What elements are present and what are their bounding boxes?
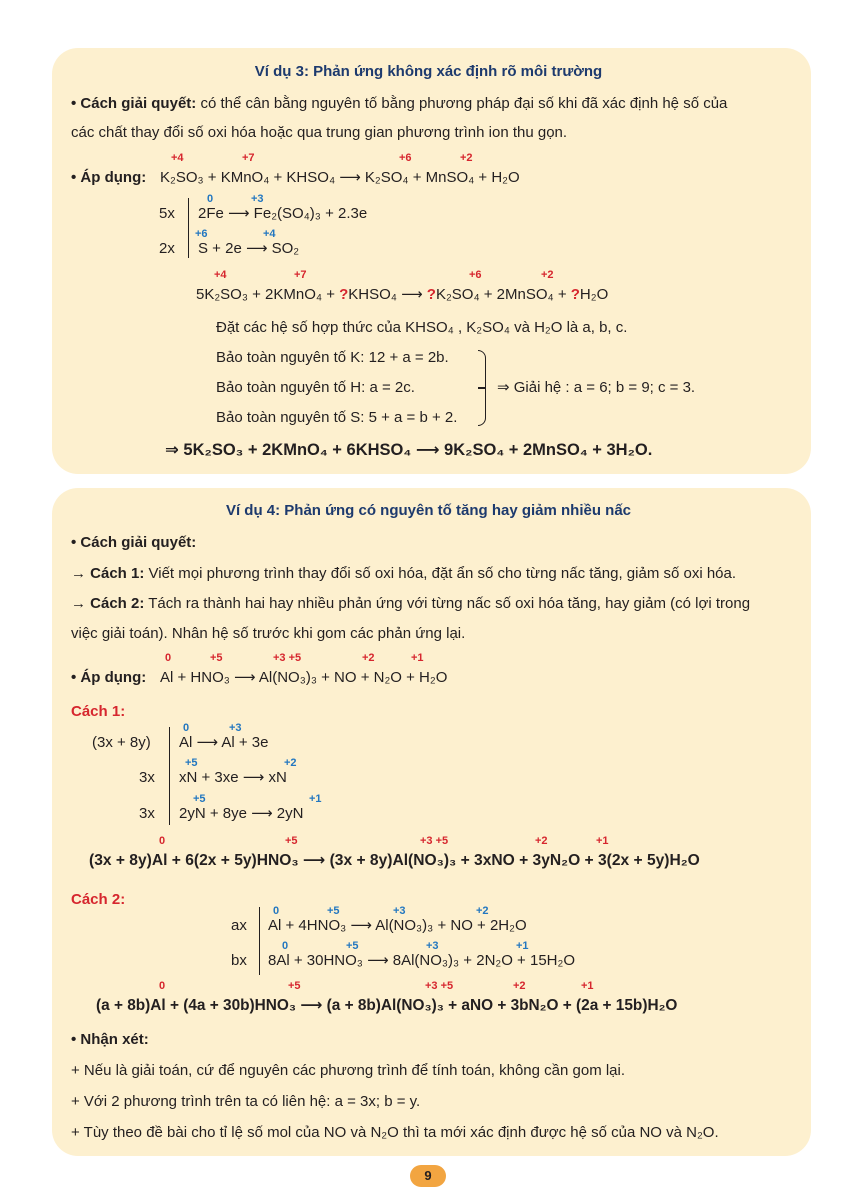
ox-number: +5	[346, 940, 359, 952]
half-reaction: Al + 4HNO₃ ⟶ Al(NO₃)₃ + NO + 2H₂O	[268, 917, 527, 934]
ox-number: +5	[285, 835, 298, 847]
half-reaction: 2yN + 8ye ⟶ 2yN	[179, 805, 304, 822]
half-coef: 2x	[159, 240, 175, 257]
way-2-final-equation: (a + 8b)Al + (4a + 30b)HNO₃ ⟶ (a + 8b)Al(NO₃)₃ + aNO + 3bN₂O + (2a + 15b)H₂O	[96, 997, 678, 1014]
way-1: → Cách 1: Viết mọi phương trình thay đổi số oxi hóa, đặt ẩn số cho từng nấc tăng, giảm số oxi hóa.	[71, 565, 737, 582]
ox-number: +4	[263, 228, 276, 240]
ox-number: +3	[251, 193, 264, 205]
ox-number: 0	[159, 835, 166, 847]
half-reaction: S + 2e ⟶ SO₂	[198, 240, 300, 257]
ox-number: +6	[195, 228, 208, 240]
ox-number: +3	[393, 905, 406, 917]
ox-number: +6	[399, 152, 412, 164]
brace-bottom	[478, 388, 486, 426]
half-coef: bx	[231, 952, 247, 969]
ox-number: 0	[183, 722, 190, 734]
system-solution: ⇒ Giải hệ : a = 6; b = 9; c = 3.	[497, 379, 696, 396]
balance-s: Bảo toàn nguyên tố S: 5 + a = b + 2.	[216, 409, 458, 426]
ox-number: +2	[460, 152, 473, 164]
way-2: → Cách 2: Tách ra thành hai hay nhiều phản ứng với từng nấc số oxi hóa tăng, hay giảm (có lợi trong	[71, 595, 751, 612]
ox-number: +7	[294, 269, 307, 281]
ox-number: +5	[210, 652, 223, 664]
half-reaction-bar	[259, 907, 260, 975]
ox-number: 0	[207, 193, 214, 205]
ox-number: +2	[513, 980, 526, 992]
apply-equation: Al + HNO₃ ⟶ Al(NO₃)₃ + NO + N₂O + H₂O	[160, 669, 448, 686]
apply-label: • Áp dụng:	[71, 669, 147, 686]
ox-number: 0	[282, 940, 289, 952]
ox-number: 0	[165, 652, 172, 664]
ox-number: +5	[185, 757, 198, 769]
balance-k: Bảo toàn nguyên tố K: 12 + a = 2b.	[216, 349, 449, 366]
ox-number: +2	[535, 835, 548, 847]
ox-number: +5	[288, 980, 301, 992]
ox-number: +3 +5	[273, 652, 302, 664]
example-4-title: Ví dụ 4: Phản ứng có nguyên tố tăng hay giảm nhiều nấc	[225, 502, 632, 519]
ox-number: +7	[242, 152, 255, 164]
remark-1: + Nếu là giải toán, cứ để nguyên các phương trình để tính toán, không cần gom lại.	[71, 1062, 626, 1079]
ox-number: +1	[309, 793, 322, 805]
ox-number: +2	[476, 905, 489, 917]
partial-equation: 5K₂SO₃ + 2KMnO₄ + ?KHSO₄ ⟶ ?K₂SO₄ + 2MnSO₄ + ?H₂O	[196, 286, 609, 303]
apply-label: • Áp dụng:	[71, 169, 147, 186]
ox-number: +6	[469, 269, 482, 281]
half-coef: 3x	[139, 769, 155, 786]
remark-2: + Với 2 phương trình trên ta có liên hệ: a = 3x; b = y.	[71, 1093, 421, 1110]
ox-number: 0	[273, 905, 280, 917]
way-2-heading: Cách 2:	[71, 891, 126, 908]
half-coef: ax	[231, 917, 247, 934]
example-3-method-cont: các chất thay đổi số oxi hóa hoặc qua trung gian phương trình ion thu gọn.	[71, 124, 568, 141]
ox-number: +3	[229, 722, 242, 734]
example-4-box	[52, 488, 811, 1156]
method-label: • Cách giải quyết:	[71, 534, 197, 551]
ox-number: +3	[426, 940, 439, 952]
method-text: có thể cân bằng nguyên tố bằng phương pháp đại số khi đã xác định hệ số của	[196, 95, 728, 112]
half-coef: (3x + 8y)	[92, 734, 151, 751]
ox-number: +1	[581, 980, 594, 992]
brace-top	[478, 350, 486, 388]
ox-number: +3 +5	[420, 835, 449, 847]
page-number-badge: 9	[410, 1165, 446, 1187]
apply-equation: K₂SO₃ + KMnO₄ + KHSO₄ ⟶ K₂SO₄ + MnSO₄ + H₂O	[160, 169, 520, 186]
final-equation: ⇒ 5K₂SO₃ + 2KMnO₄ + 6KHSO₄ ⟶ 9K₂SO₄ + 2MnSO₄ + 3H₂O.	[165, 441, 653, 459]
ox-number: +5	[193, 793, 206, 805]
half-reaction: Al ⟶ Al + 3e	[179, 734, 269, 751]
way-1-final-equation: (3x + 8y)Al + 6(2x + 5y)HNO₃ ⟶ (3x + 8y)Al(NO₃)₃ + 3xNO + 3yN₂O + 3(2x + 5y)H₂O	[89, 852, 700, 869]
half-coef: 5x	[159, 205, 175, 222]
ox-number: +1	[516, 940, 529, 952]
ox-number: +3 +5	[425, 980, 454, 992]
ox-number: +5	[327, 905, 340, 917]
half-reaction: 2Fe ⟶ Fe₂(SO₄)₃ + 2.3e	[198, 205, 368, 222]
ox-number: +1	[596, 835, 609, 847]
half-coef: 3x	[139, 805, 155, 822]
method-label: • Cách giải quyết:	[71, 95, 197, 112]
ox-number: +4	[214, 269, 227, 281]
ox-number: +1	[411, 652, 424, 664]
set-coefficients: Đặt các hệ số hợp thức của KHSO₄ , K₂SO₄ và H₂O là a, b, c.	[216, 319, 628, 336]
ox-number: 0	[159, 980, 166, 992]
half-reaction-bar	[169, 727, 170, 825]
balance-h: Bảo toàn nguyên tố H: a = 2c.	[216, 379, 415, 396]
ox-number: +2	[284, 757, 297, 769]
way-1-heading: Cách 1:	[71, 703, 126, 720]
ox-number: +4	[171, 152, 184, 164]
half-reaction-bar	[188, 198, 189, 258]
remark-label: • Nhận xét:	[71, 1031, 149, 1048]
example-3-title: Ví dụ 3: Phản ứng không xác định rõ môi trường	[254, 63, 603, 80]
remark-3: + Tùy theo đề bài cho tỉ lệ số mol của NO và N₂O thì ta mới xác định được hệ số của NO và N₂O.	[71, 1124, 719, 1141]
ox-number: +2	[362, 652, 375, 664]
half-reaction: 8Al + 30HNO₃ ⟶ 8Al(NO₃)₃ + 2N₂O + 15H₂O	[268, 952, 575, 969]
ox-number: +2	[541, 269, 554, 281]
way-2-cont: việc giải toán). Nhân hệ số trước khi gom các phản ứng lại.	[71, 625, 466, 642]
example-3-method	[71, 95, 727, 113]
half-reaction: xN + 3xe ⟶ xN	[179, 769, 287, 786]
